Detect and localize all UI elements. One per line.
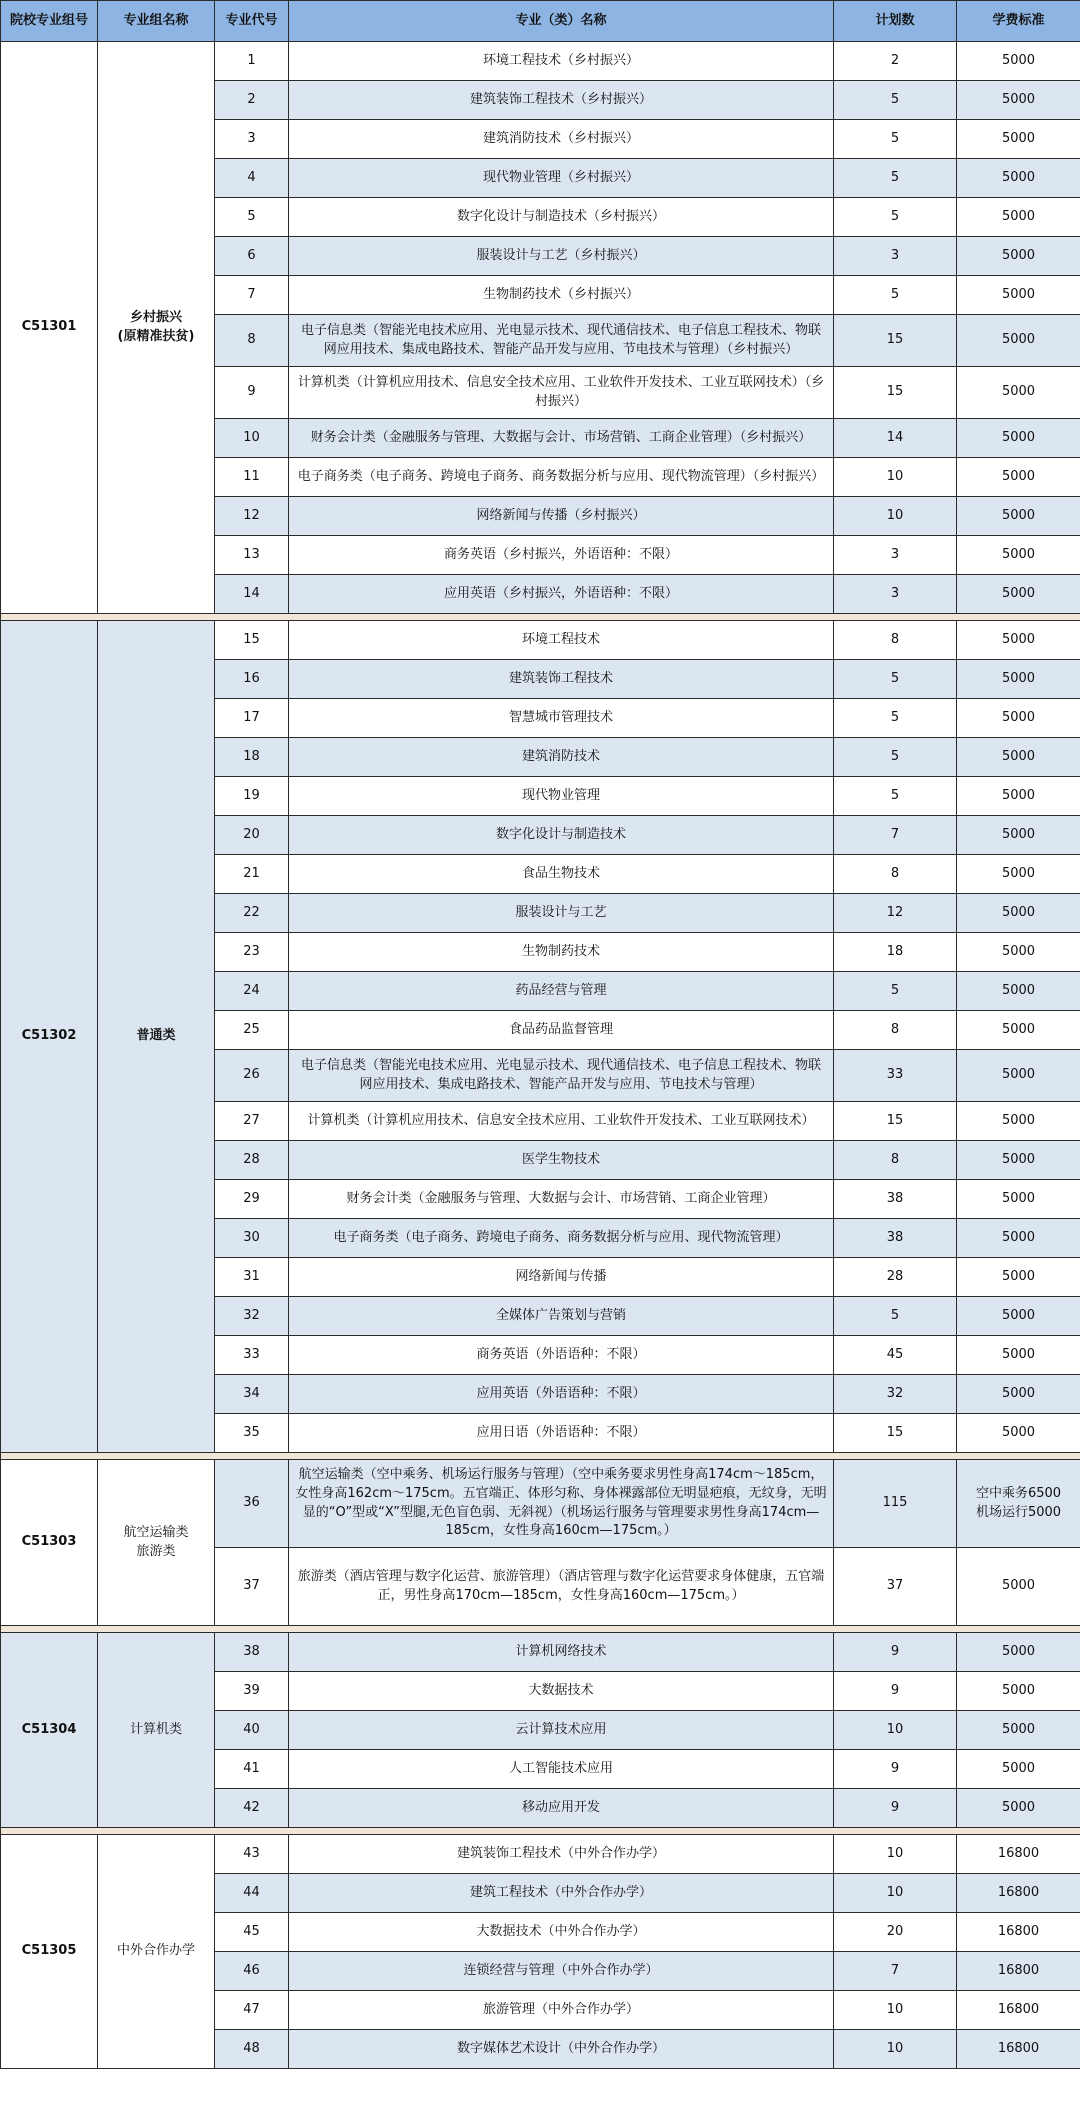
major-code-cell: 47 <box>215 1991 289 2030</box>
major-name-cell: 全媒体广告策划与营销 <box>289 1297 834 1336</box>
plan-count-cell: 5 <box>834 972 957 1011</box>
major-code-cell: 8 <box>215 315 289 367</box>
tuition-cell: 5000 <box>957 237 1080 276</box>
group-name-cell: 普通类 <box>98 621 215 1453</box>
major-name-cell: 网络新闻与传播 <box>289 1258 834 1297</box>
group-code-cell: C51303 <box>1 1460 98 1626</box>
major-code-cell: 24 <box>215 972 289 1011</box>
major-code-cell: 5 <box>215 198 289 237</box>
tuition-cell: 5000 <box>957 458 1080 497</box>
plan-count-cell: 5 <box>834 738 957 777</box>
tuition-cell: 5000 <box>957 159 1080 198</box>
major-code-cell: 31 <box>215 1258 289 1297</box>
tuition-cell: 空中乘务6500 机场运行5000 <box>957 1460 1080 1548</box>
plan-count-cell: 10 <box>834 2030 957 2069</box>
plan-count-cell: 10 <box>834 1874 957 1913</box>
plan-count-cell: 5 <box>834 276 957 315</box>
tuition-cell: 5000 <box>957 1141 1080 1180</box>
major-name-cell: 财务会计类（金融服务与管理、大数据与会计、市场营销、工商企业管理） <box>289 1180 834 1219</box>
major-code-cell: 37 <box>215 1548 289 1626</box>
tuition-cell: 5000 <box>957 1050 1080 1102</box>
plan-count-cell: 8 <box>834 855 957 894</box>
plan-count-cell: 9 <box>834 1633 957 1672</box>
major-name-cell: 电子信息类（智能光电技术应用、光电显示技术、现代通信技术、电子信息工程技术、物联网应用技术、集成电路技术、智能产品开发与应用、节电技术与管理）（乡村振兴） <box>289 315 834 367</box>
plan-count-cell: 33 <box>834 1050 957 1102</box>
plan-count-cell: 8 <box>834 621 957 660</box>
tuition-cell: 5000 <box>957 1414 1080 1453</box>
major-code-cell: 12 <box>215 497 289 536</box>
group-code-cell: C51304 <box>1 1633 98 1828</box>
table-row <box>1 1835 1080 1874</box>
tuition-cell: 5000 <box>957 120 1080 159</box>
major-code-cell: 9 <box>215 367 289 419</box>
major-name-cell: 电子商务类（电子商务、跨境电子商务、商务数据分析与应用、现代物流管理）（乡村振兴） <box>289 458 834 497</box>
major-code-cell: 41 <box>215 1750 289 1789</box>
plan-count-cell: 5 <box>834 777 957 816</box>
major-name-cell: 商务英语（外语语种：不限） <box>289 1336 834 1375</box>
major-name-cell: 数字化设计与制造技术 <box>289 816 834 855</box>
major-name-cell: 服装设计与工艺（乡村振兴） <box>289 237 834 276</box>
tuition-cell: 16800 <box>957 2030 1080 2069</box>
tuition-cell: 16800 <box>957 1991 1080 2030</box>
major-name-cell: 网络新闻与传播（乡村振兴） <box>289 497 834 536</box>
major-code-cell: 44 <box>215 1874 289 1913</box>
header-group-code: 院校专业组号 <box>1 1 98 42</box>
header-tuition: 学费标准 <box>957 1 1080 42</box>
tuition-cell: 5000 <box>957 1711 1080 1750</box>
major-name-cell: 商务英语（乡村振兴，外语语种：不限） <box>289 536 834 575</box>
plan-count-cell: 15 <box>834 315 957 367</box>
major-code-cell: 21 <box>215 855 289 894</box>
major-name-cell: 计算机网络技术 <box>289 1633 834 1672</box>
major-name-cell: 旅游管理（中外合作办学） <box>289 1991 834 2030</box>
tuition-cell: 5000 <box>957 855 1080 894</box>
major-name-cell: 应用英语（乡村振兴，外语语种：不限） <box>289 575 834 614</box>
major-code-cell: 19 <box>215 777 289 816</box>
plan-count-cell: 9 <box>834 1750 957 1789</box>
group-code-cell: C51302 <box>1 621 98 1453</box>
major-code-cell: 28 <box>215 1141 289 1180</box>
tuition-cell: 5000 <box>957 419 1080 458</box>
major-name-cell: 连锁经营与管理（中外合作办学） <box>289 1952 834 1991</box>
major-code-cell: 33 <box>215 1336 289 1375</box>
tuition-cell: 5000 <box>957 497 1080 536</box>
group-separator-cell <box>1 1626 1080 1633</box>
plan-count-cell: 15 <box>834 1414 957 1453</box>
major-code-cell: 17 <box>215 699 289 738</box>
group-separator <box>1 1626 1080 1633</box>
major-name-cell: 应用日语（外语语种：不限） <box>289 1414 834 1453</box>
group-code-cell: C51301 <box>1 42 98 614</box>
major-name-cell: 数字化设计与制造技术（乡村振兴） <box>289 198 834 237</box>
major-code-cell: 6 <box>215 237 289 276</box>
tuition-cell: 5000 <box>957 1102 1080 1141</box>
tuition-cell: 5000 <box>957 1750 1080 1789</box>
major-name-cell: 建筑消防技术 <box>289 738 834 777</box>
major-name-cell: 电子商务类（电子商务、跨境电子商务、商务数据分析与应用、现代物流管理） <box>289 1219 834 1258</box>
tuition-cell: 5000 <box>957 198 1080 237</box>
tuition-cell: 5000 <box>957 1548 1080 1626</box>
major-name-cell: 现代物业管理（乡村振兴） <box>289 159 834 198</box>
major-code-cell: 23 <box>215 933 289 972</box>
plan-count-cell: 9 <box>834 1789 957 1828</box>
major-name-cell: 财务会计类（金融服务与管理、大数据与会计、市场营销、工商企业管理）（乡村振兴） <box>289 419 834 458</box>
tuition-cell: 5000 <box>957 1297 1080 1336</box>
plan-count-cell: 5 <box>834 1297 957 1336</box>
major-code-cell: 10 <box>215 419 289 458</box>
tuition-cell: 5000 <box>957 894 1080 933</box>
major-name-cell: 生物制药技术 <box>289 933 834 972</box>
major-name-cell: 大数据技术（中外合作办学） <box>289 1913 834 1952</box>
plan-count-cell: 18 <box>834 933 957 972</box>
major-name-cell: 智慧城市管理技术 <box>289 699 834 738</box>
tuition-cell: 5000 <box>957 816 1080 855</box>
group-separator <box>1 1453 1080 1460</box>
major-code-cell: 43 <box>215 1835 289 1874</box>
plan-count-cell: 115 <box>834 1460 957 1548</box>
major-name-cell: 电子信息类（智能光电技术应用、光电显示技术、现代通信技术、电子信息工程技术、物联网应用技术、集成电路技术、智能产品开发与应用、节电技术与管理） <box>289 1050 834 1102</box>
tuition-cell: 5000 <box>957 536 1080 575</box>
major-name-cell: 现代物业管理 <box>289 777 834 816</box>
major-name-cell: 食品药品监督管理 <box>289 1011 834 1050</box>
major-name-cell: 建筑工程技术（中外合作办学） <box>289 1874 834 1913</box>
group-separator <box>1 614 1080 621</box>
major-name-cell: 云计算技术应用 <box>289 1711 834 1750</box>
tuition-cell: 5000 <box>957 575 1080 614</box>
major-code-cell: 2 <box>215 81 289 120</box>
tuition-cell: 5000 <box>957 1789 1080 1828</box>
group-separator <box>1 1828 1080 1835</box>
plan-count-cell: 5 <box>834 81 957 120</box>
plan-count-cell: 28 <box>834 1258 957 1297</box>
major-name-cell: 建筑装饰工程技术（乡村振兴） <box>289 81 834 120</box>
group-name-cell: 中外合作办学 <box>98 1835 215 2069</box>
major-code-cell: 18 <box>215 738 289 777</box>
major-name-cell: 计算机类（计算机应用技术、信息安全技术应用、工业软件开发技术、工业互联网技术）（乡村振兴） <box>289 367 834 419</box>
plan-count-cell: 7 <box>834 1952 957 1991</box>
major-code-cell: 13 <box>215 536 289 575</box>
major-name-cell: 环境工程技术 <box>289 621 834 660</box>
major-name-cell: 航空运输类（空中乘务、机场运行服务与管理）（空中乘务要求男性身高174cm～185cm，女性身高162cm～175cm。五官端正、体形匀称、身体裸露部位无明显疤痕，无纹身，无明显的“O”型或“X”型腿,无色盲色弱、无斜视）（机场运行服务与管理要求男性身高174cm—185cm，女性身高160cm—175cm。） <box>289 1460 834 1548</box>
major-code-cell: 1 <box>215 42 289 81</box>
tuition-cell: 5000 <box>957 660 1080 699</box>
major-code-cell: 30 <box>215 1219 289 1258</box>
tuition-cell: 5000 <box>957 315 1080 367</box>
major-code-cell: 35 <box>215 1414 289 1453</box>
major-code-cell: 40 <box>215 1711 289 1750</box>
major-name-cell: 药品经营与管理 <box>289 972 834 1011</box>
major-code-cell: 15 <box>215 621 289 660</box>
major-code-cell: 22 <box>215 894 289 933</box>
tuition-cell: 16800 <box>957 1952 1080 1991</box>
major-code-cell: 36 <box>215 1460 289 1548</box>
plan-count-cell: 38 <box>834 1219 957 1258</box>
plan-count-cell: 37 <box>834 1548 957 1626</box>
tuition-cell: 5000 <box>957 1258 1080 1297</box>
tuition-cell: 5000 <box>957 42 1080 81</box>
plan-count-cell: 3 <box>834 536 957 575</box>
major-code-cell: 38 <box>215 1633 289 1672</box>
plan-count-cell: 10 <box>834 458 957 497</box>
table-row <box>1 1460 1080 1548</box>
major-name-cell: 建筑消防技术（乡村振兴） <box>289 120 834 159</box>
table-row <box>1 621 1080 660</box>
major-code-cell: 27 <box>215 1102 289 1141</box>
major-code-cell: 34 <box>215 1375 289 1414</box>
plan-count-cell: 12 <box>834 894 957 933</box>
tuition-cell: 16800 <box>957 1874 1080 1913</box>
plan-count-cell: 38 <box>834 1180 957 1219</box>
plan-count-cell: 10 <box>834 497 957 536</box>
tuition-cell: 5000 <box>957 1672 1080 1711</box>
major-code-cell: 20 <box>215 816 289 855</box>
major-name-cell: 建筑装饰工程技术 <box>289 660 834 699</box>
major-name-cell: 人工智能技术应用 <box>289 1750 834 1789</box>
major-name-cell: 旅游类（酒店管理与数字化运营、旅游管理）（酒店管理与数字化运营要求身体健康，五官端正，男性身高170cm—185cm，女性身高160cm—175cm。） <box>289 1548 834 1626</box>
group-separator-cell <box>1 1453 1080 1460</box>
tuition-cell: 16800 <box>957 1913 1080 1952</box>
major-name-cell: 大数据技术 <box>289 1672 834 1711</box>
major-code-cell: 29 <box>215 1180 289 1219</box>
tuition-cell: 5000 <box>957 1336 1080 1375</box>
group-code-cell: C51305 <box>1 1835 98 2069</box>
major-code-cell: 25 <box>215 1011 289 1050</box>
plan-count-cell: 8 <box>834 1141 957 1180</box>
plan-count-cell: 9 <box>834 1672 957 1711</box>
plan-count-cell: 2 <box>834 42 957 81</box>
tuition-cell: 5000 <box>957 699 1080 738</box>
plan-count-cell: 45 <box>834 1336 957 1375</box>
major-name-cell: 食品生物技术 <box>289 855 834 894</box>
table-body <box>1 42 1080 2069</box>
major-name-cell: 医学生物技术 <box>289 1141 834 1180</box>
header-group-name: 专业组名称 <box>98 1 215 42</box>
plan-count-cell: 5 <box>834 120 957 159</box>
major-code-cell: 4 <box>215 159 289 198</box>
major-name-cell: 计算机类（计算机应用技术、信息安全技术应用、工业软件开发技术、工业互联网技术） <box>289 1102 834 1141</box>
table-row <box>1 42 1080 81</box>
tuition-cell: 5000 <box>957 1180 1080 1219</box>
plan-count-cell: 10 <box>834 1991 957 2030</box>
tuition-cell: 5000 <box>957 367 1080 419</box>
tuition-cell: 16800 <box>957 1835 1080 1874</box>
group-name-cell: 航空运输类 旅游类 <box>98 1460 215 1626</box>
tuition-cell: 5000 <box>957 933 1080 972</box>
major-name-cell: 生物制药技术（乡村振兴） <box>289 276 834 315</box>
plan-count-cell: 10 <box>834 1711 957 1750</box>
major-code-cell: 26 <box>215 1050 289 1102</box>
plan-count-cell: 32 <box>834 1375 957 1414</box>
plan-count-cell: 5 <box>834 699 957 738</box>
major-code-cell: 3 <box>215 120 289 159</box>
tuition-cell: 5000 <box>957 972 1080 1011</box>
table-row <box>1 1633 1080 1672</box>
major-name-cell: 建筑装饰工程技术（中外合作办学） <box>289 1835 834 1874</box>
group-name-cell: 计算机类 <box>98 1633 215 1828</box>
major-code-cell: 11 <box>215 458 289 497</box>
tuition-cell: 5000 <box>957 1219 1080 1258</box>
tuition-cell: 5000 <box>957 621 1080 660</box>
major-code-cell: 48 <box>215 2030 289 2069</box>
plan-count-cell: 10 <box>834 1835 957 1874</box>
tuition-cell: 5000 <box>957 276 1080 315</box>
tuition-cell: 5000 <box>957 81 1080 120</box>
major-name-cell: 环境工程技术（乡村振兴） <box>289 42 834 81</box>
plan-count-cell: 5 <box>834 660 957 699</box>
plan-count-cell: 20 <box>834 1913 957 1952</box>
tuition-cell: 5000 <box>957 1633 1080 1672</box>
tuition-cell: 5000 <box>957 1011 1080 1050</box>
header-row <box>1 1 1080 42</box>
group-separator-cell <box>1 1828 1080 1835</box>
major-code-cell: 46 <box>215 1952 289 1991</box>
major-code-cell: 45 <box>215 1913 289 1952</box>
major-name-cell: 数字媒体艺术设计（中外合作办学） <box>289 2030 834 2069</box>
plan-count-cell: 15 <box>834 1102 957 1141</box>
plan-count-cell: 14 <box>834 419 957 458</box>
header-plan-count: 计划数 <box>834 1 957 42</box>
tuition-cell: 5000 <box>957 1375 1080 1414</box>
plan-count-cell: 5 <box>834 198 957 237</box>
major-code-cell: 7 <box>215 276 289 315</box>
major-name-cell: 服装设计与工艺 <box>289 894 834 933</box>
header-major-name: 专业（类）名称 <box>289 1 834 42</box>
plan-count-cell: 3 <box>834 575 957 614</box>
plan-count-cell: 8 <box>834 1011 957 1050</box>
major-name-cell: 应用英语（外语语种：不限） <box>289 1375 834 1414</box>
major-code-cell: 16 <box>215 660 289 699</box>
major-code-cell: 39 <box>215 1672 289 1711</box>
tuition-cell: 5000 <box>957 777 1080 816</box>
plan-count-cell: 3 <box>834 237 957 276</box>
major-code-cell: 32 <box>215 1297 289 1336</box>
group-name-cell: 乡村振兴 (原精准扶贫) <box>98 42 215 614</box>
major-name-cell: 移动应用开发 <box>289 1789 834 1828</box>
group-separator-cell <box>1 614 1080 621</box>
plan-count-cell: 15 <box>834 367 957 419</box>
tuition-cell: 5000 <box>957 738 1080 777</box>
major-code-cell: 42 <box>215 1789 289 1828</box>
plan-count-cell: 5 <box>834 159 957 198</box>
major-code-cell: 14 <box>215 575 289 614</box>
header-major-code: 专业代号 <box>215 1 289 42</box>
plan-count-cell: 7 <box>834 816 957 855</box>
